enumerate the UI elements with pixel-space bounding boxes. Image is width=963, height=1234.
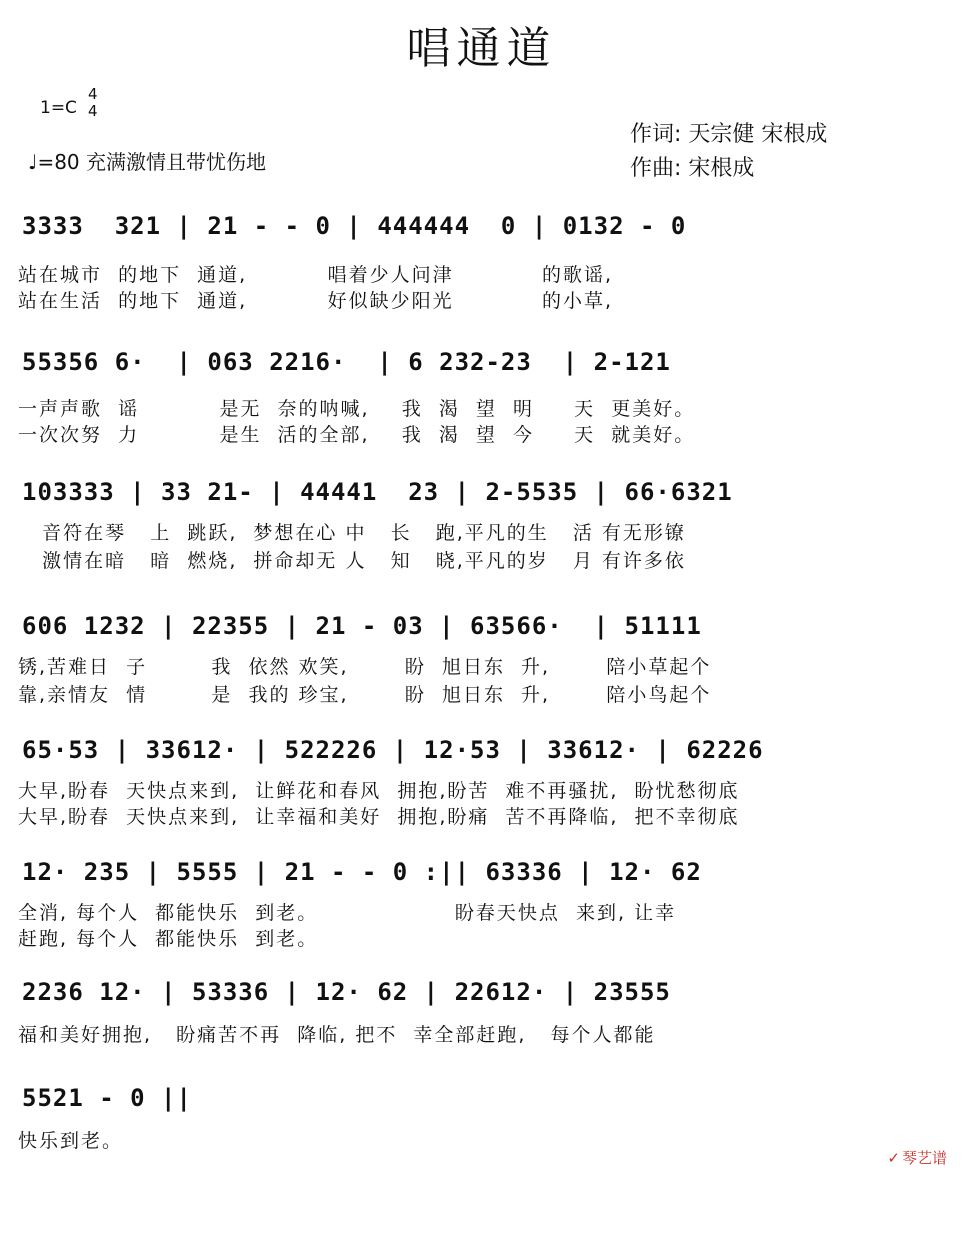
- lyric-verse-1: 音符在琴 上 跳跃, 梦想在心 中 长 跑,平凡的生 活 有无形镣: [18, 522, 686, 544]
- watermark-logo-icon: ✓: [887, 1149, 900, 1167]
- quarter-note-icon: ♩: [28, 150, 38, 174]
- time-signature: 4 4: [88, 85, 98, 120]
- lyric-verse-1: 一声声歌 谣 是无 奈的呐喊, 我 渴 望 明 天 更美好。: [18, 398, 696, 420]
- lyric-verse-1: 站在城市 的地下 通道, 唱着少人问津 的歌谣,: [18, 264, 614, 286]
- song-title: 唱通道: [406, 23, 557, 74]
- notation: 2236 12· | 53336 | 12· 62 | 22612· | 23555: [22, 978, 671, 1006]
- lyric-verse-2: 赶跑, 每个人 都能快乐 到老。: [18, 928, 319, 950]
- lyric-verse-1: 大早,盼春 天快点来到, 让鲜花和春风 拥抱,盼苦 难不再骚扰, 盼忧愁彻底: [18, 780, 740, 802]
- score-row-1: [0, 212, 963, 362]
- lyricist: 作词: 天宗健 宋根成: [630, 122, 828, 147]
- lyric-verse-1: 福和美好拥抱, 盼痛苦不再 降临, 把不 幸全部赶跑, 每个人都能: [18, 1024, 656, 1046]
- notation: 103333 | 33 21- | 44441 23 | 2-5535 | 66·6321: [22, 478, 733, 506]
- lyric-verse-2: 靠,亲情友 情 是 我的 珍宝, 盼 旭日东 升, 陪小鸟起个: [18, 684, 712, 706]
- lyric-verse-2: 站在生活 的地下 通道, 好似缺少阳光 的小草,: [18, 290, 614, 312]
- tempo-marking: ♩=80 充满激情且带忧伤地: [28, 150, 267, 174]
- score-row-3: [0, 478, 963, 628]
- notation: 5521 - 0 ||: [22, 1084, 192, 1112]
- notation: 12· 235 | 5555 | 21 - - 0 :|| 63336 | 12· 62: [22, 858, 702, 886]
- watermark: ✓ 琴艺谱: [887, 1149, 947, 1167]
- lyric-verse-2: 大早,盼春 天快点来到, 让幸福和美好 拥抱,盼痛 苦不再降临, 把不幸彻底: [18, 806, 740, 828]
- notation: 606 1232 | 22355 | 21 - 03 | 63566· | 51111: [22, 612, 702, 640]
- notation: 55356 6· | 063 2216· | 6 232-23 | 2-121: [22, 348, 671, 376]
- notation: 3333 321 | 21 - - 0 | 444444 0 | 0132 - 0: [22, 212, 687, 240]
- score-row-8: [0, 1084, 963, 1234]
- lyric-verse-1: 全消, 每个人 都能快乐 到老。 盼春天快点 来到, 让幸: [18, 902, 677, 924]
- lyric-verse-1: 快乐到老。: [18, 1130, 124, 1152]
- notation: 65·53 | 33612· | 522226 | 12·53 | 33612· | 62226: [22, 736, 764, 764]
- key-signature: 1=C: [40, 98, 77, 118]
- credits: [630, 118, 827, 186]
- lyric-verse-2: 一次次努 力 是生 活的全部, 我 渴 望 今 天 就美好。: [18, 424, 696, 446]
- lyric-verse-1: 锈,苦难日 子 我 依然 欢笑, 盼 旭日东 升, 陪小草起个: [18, 656, 712, 678]
- lyric-verse-2: 激情在暗 暗 燃烧, 拼命却无 人 知 晓,平凡的岁 月 有许多依: [18, 550, 686, 572]
- score-row-2: [0, 348, 963, 498]
- composer: 作曲: 宋根成: [630, 156, 755, 181]
